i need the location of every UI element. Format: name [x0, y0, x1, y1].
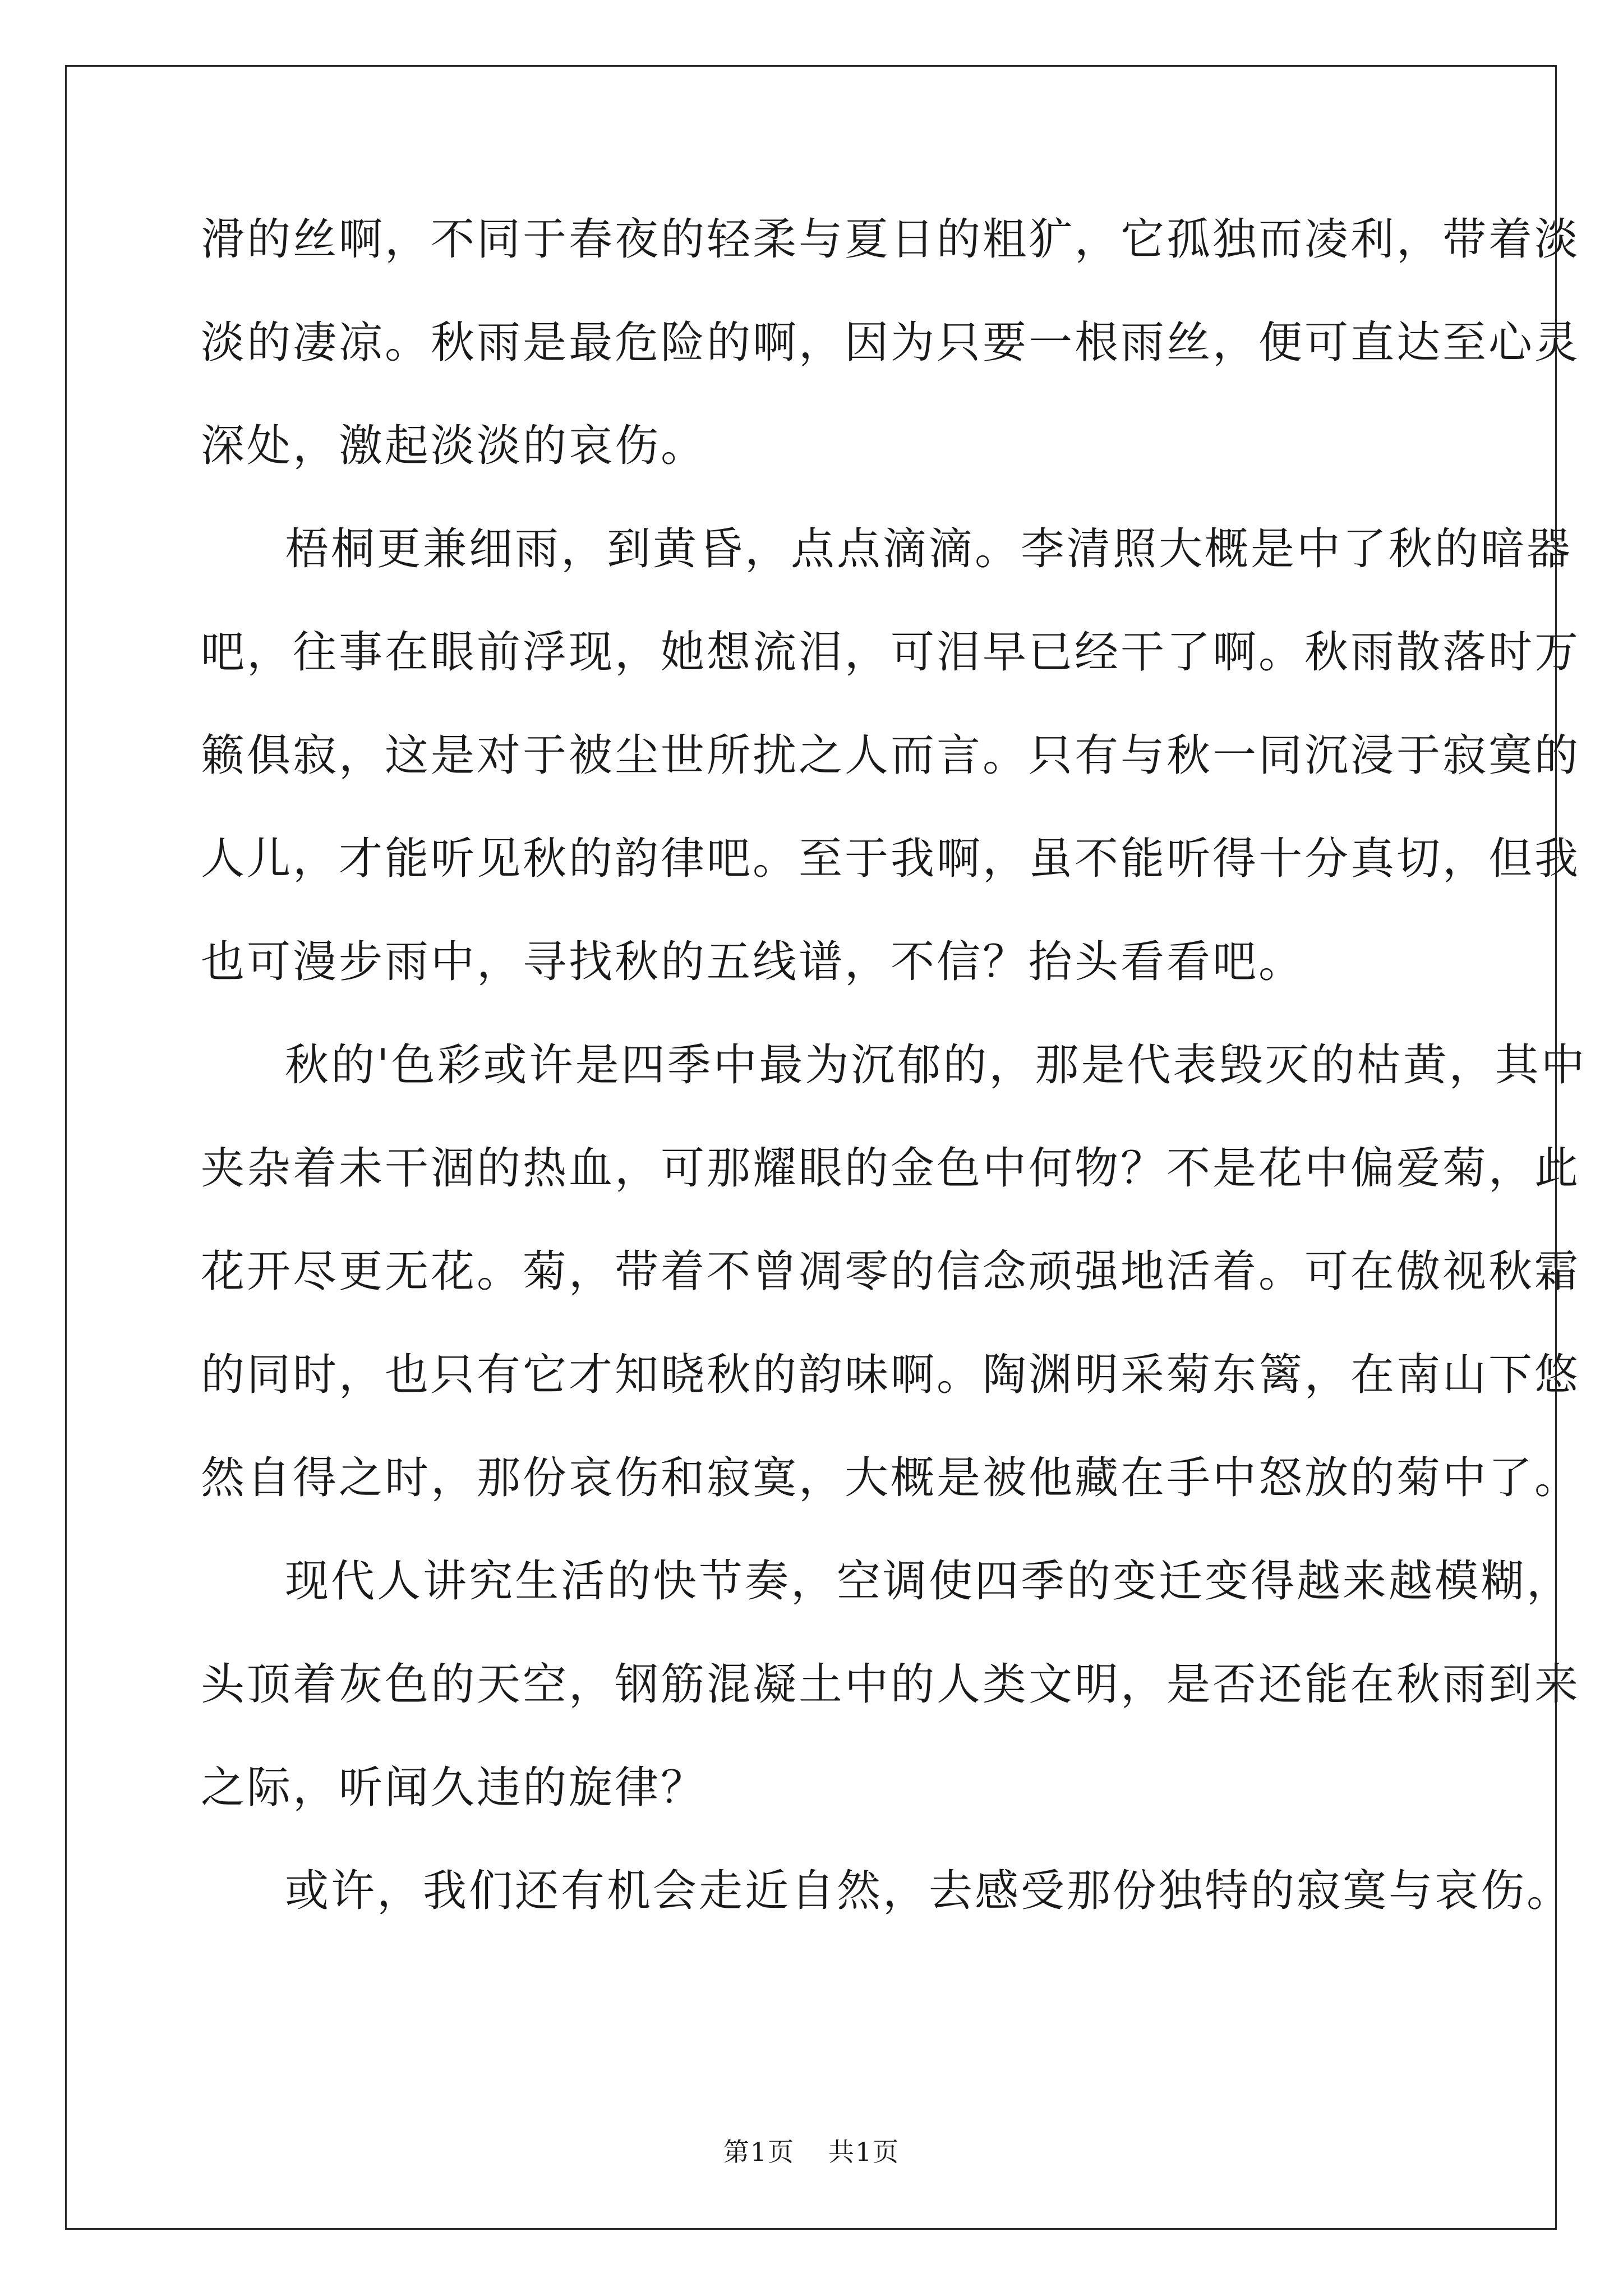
text-line: 人儿，才能听见秋的韵律吧。至于我啊，虽不能听得十分真切，但我: [201, 834, 1581, 884]
text-line: 然自得之时，那份哀伤和寂寞，大概是被他藏在手中怒放的菊中了。: [201, 1453, 1581, 1503]
text-line: 的同时，也只有它才知晓秋的韵味啊。陶渊明采菊东篱，在南山下悠: [201, 1350, 1581, 1400]
page-number-current: 第1页: [723, 2137, 795, 2167]
text-line: 秋的'色彩或许是四季中最为沉郁的，那是代表毁灭的枯黄，其中: [285, 1040, 1587, 1091]
text-line: 淡的凄凉。秋雨是最危险的啊，因为只要一根雨丝，便可直达至心灵: [201, 318, 1581, 368]
text-line: 之际，听闻久违的旋律？: [201, 1763, 707, 1813]
text-line: 梧桐更兼细雨，到黄昏，点点滴滴。李清照大概是中了秋的暗器: [285, 524, 1573, 574]
text-line: 头顶着灰色的天空，钢筋混凝土中的人类文明，是否还能在秋雨到来: [201, 1659, 1581, 1710]
text-line: 也可漫步雨中，寻找秋的五线谱，不信？抬头看看吧。: [201, 937, 1305, 987]
text-line: 深处，激起淡淡的哀伤。: [201, 421, 707, 471]
text-line: 滑的丝啊，不同于春夜的轻柔与夏日的粗犷，它孤独而凌利，带着淡: [201, 214, 1581, 265]
page-footer: [0, 2136, 1623, 2168]
text-line: 籁俱寂，这是对于被尘世所扰之人而言。只有与秋一同沉浸于寂寞的: [201, 730, 1581, 781]
document-body: [201, 213, 1587, 1917]
text-line: 夹杂着未干涸的热血，可那耀眼的金色中何物？不是花中偏爱菊，此: [201, 1143, 1581, 1194]
text-line: 吧，往事在眼前浮现，她想流泪，可泪早已经干了啊。秋雨散落时万: [201, 627, 1581, 678]
text-line: 现代人讲究生活的快节奏，空调使四季的变迁变得越来越模糊，: [285, 1556, 1573, 1607]
text-line: 或许，我们还有机会走近自然，去感受那份独特的寂寞与哀伤。: [285, 1866, 1573, 1916]
page-number-total: 共1页: [828, 2137, 900, 2167]
text-line: 花开尽更无花。菊，带着不曾凋零的信念顽强地活着。可在傲视秋霜: [201, 1246, 1581, 1297]
